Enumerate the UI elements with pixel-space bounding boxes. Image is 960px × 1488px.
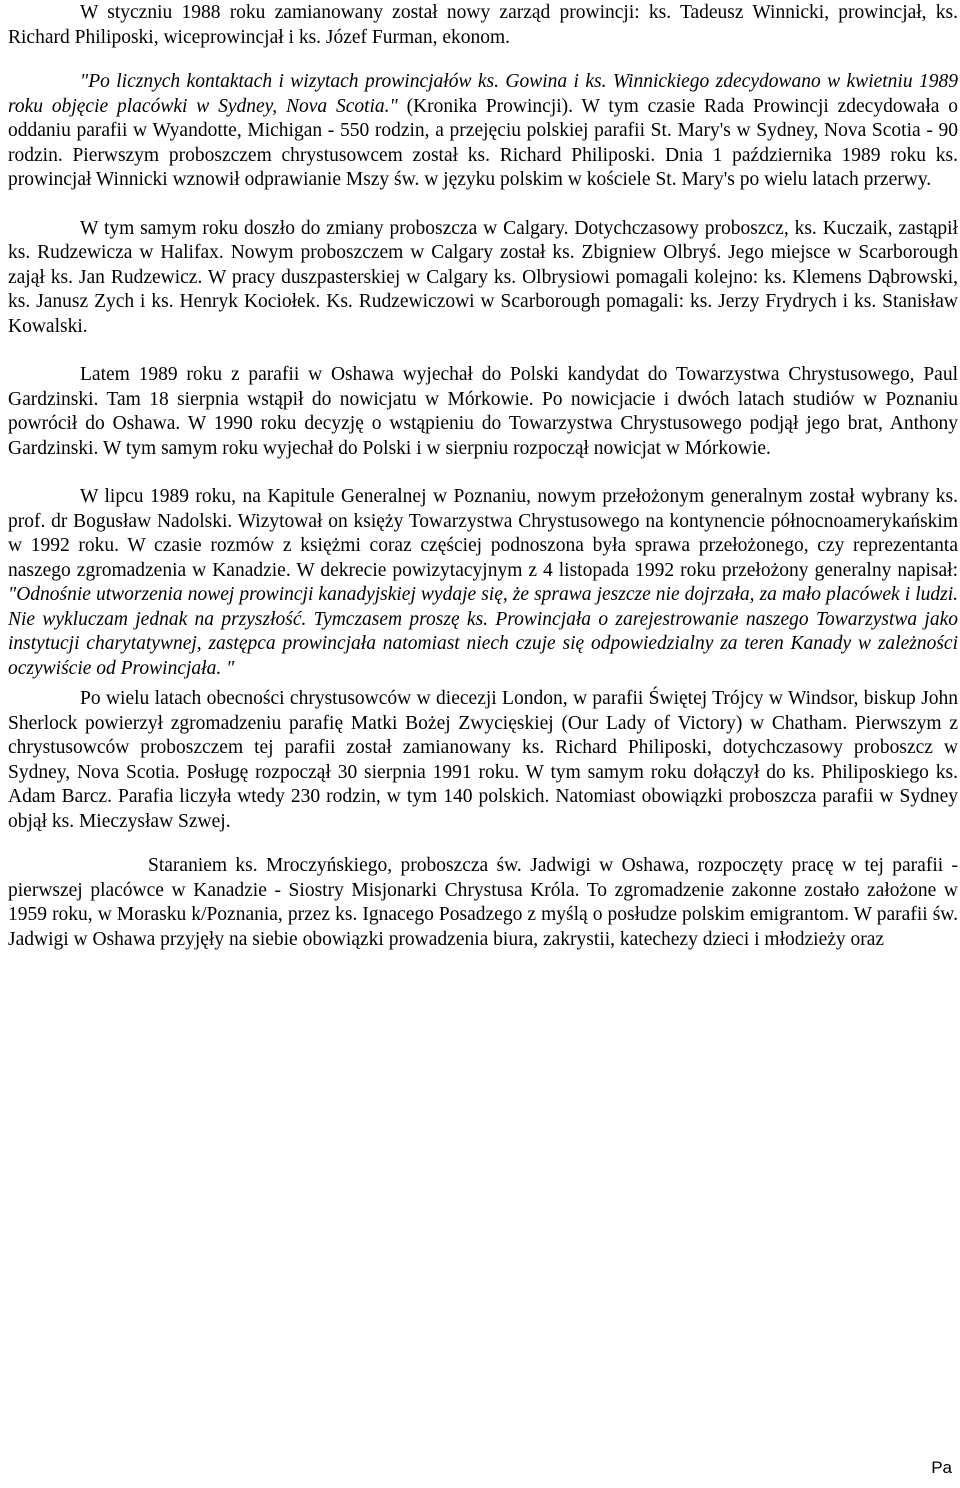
paragraph-gap	[8, 193, 958, 217]
chronicle-quote: "Po licznych kontaktach i wizytach prowincjałów ks. Gowina i ks. Winnickiego zdecydowano w kwietniu 1989 roku objęcie placówki w Sydney, Nova Scotia."	[8, 71, 958, 117]
paragraph-new-board: W styczniu 1988 roku zamianowany został nowy zarząd prowincji: ks. Tadeusz Winnicki, prowincjał, ks. Richard Philiposki, wiceprowincjał i ks. Józef Furman, ekonom.	[8, 2, 958, 48]
document-page	[8, 0, 958, 952]
paragraph-general-chapter-intro: W lipcu 1989 roku, na Kapitule Generalnej w Poznaniu, nowym przełożonym generalnym został wybrany ks. prof. dr Bogusław Nadolski. Wizytował on księży Towarzystwa Chrystusowego na kontynencie północnoamerykańskim w 1992 roku. W czasie rozmów z księżmi coraz częściej podnoszona była sprawa przełożonego, czy reprezentanta naszego zgromadzenia w Kanadzie. W dekrecie powizytacyjnym z 4 listopada 1992 roku przełożony generalny napisał:	[8, 486, 958, 581]
paragraph-chatham-parish: Po wielu latach obecności chrystusowców w diecezji London, w parafii Świętej Trójcy w Windsor, biskup John Sherlock powierzył zgromadzeniu parafię Matki Bożej Zwycięskiej (Our Lady of Victory) w Chatham. Pierwszym z chrystusowców proboszczem tej parafii został zamianowany ks. Richard Philiposki, dotychczasowy proboszcz w Sydney, Nova Scotia. Posługę rozpoczął 30 sierpnia 1991 roku. W tym samym roku dołączył do ks. Philiposkiego ks. Adam Barcz. Parafia liczyła wtedy 230 rodzin, w tym 140 polskich. Natomiast obowiązki proboszcza parafii w Sydney objął ks. Mieczysław Szwej.	[8, 688, 958, 832]
paragraph-sydney-rest: (Kronika Prowincji). W tym czasie Rada Prowincji zdecydowała o oddaniu parafii w Wyandotte, Michigan - 550 rodzin, a przejęciu polskiej parafii St. Mary's w Sydney, Nova Scotia - 90 rodzin. Pierwszym proboszczem chrystusowcem został ks. Richard Philiposki. Dnia 1 października 1989 roku ks. prowincjał Winnicki wznowił odprawianie Mszy św. w języku polskim w kościele St. Mary's po wielu latach przerwy.	[8, 95, 958, 190]
paragraph-calgary-pastor-change: W tym samym roku doszło do zmiany proboszcza w Calgary. Dotychczasowy proboszcz, ks. Kuczaik, zastąpił ks. Rudzewicza w Halifax. Nowym proboszczem w Calgary został ks. Zbigniew Olbryś. Jego miejsce w Scarborough zajął ks. Jan Rudzewicz. W pracy duszpasterskiej w Calgary ks. Olbrysiowi pomagali kolejno: ks. Klemens Dąbrowski, ks. Janusz Zych i ks. Henryk Kociołek. Ks. Rudzewiczowi w Scarborough pomagali: ks. Jerzy Frydrych i ks. Stanisław Kowalski.	[8, 217, 958, 337]
paragraph-gap	[8, 834, 958, 854]
page-footer-fragment: Pa	[931, 1458, 952, 1477]
paragraph-gardzinski: Latem 1989 roku z parafii w Oshawa wyjechał do Polski kandydat do Towarzystwa Chrystusowego, Paul Gardzinski. Tam 18 sierpnia wstąpił do nowicjatu w Mórkowie. Po nowicjacie i dwóch latach studiów w Poznaniu powrócił do Oshawa. W 1990 roku decyzję o wstąpieniu do Towarzystwa Chrystusowego podjął jego brat, Anthony Gardzinski. W tym samym roku wyjechał do Polski i w sierpniu rozpoczął nowicjat w Mórkowie.	[8, 364, 958, 459]
paragraph-missionary-sisters: Staraniem ks. Mroczyńskiego, proboszcza św. Jadwigi w Oshawa, rozpoczęty pracę w tej parafii - pierwszej placówce w Kanadzie - Siostry Misjonarki Chrystusa Króla. To zgromadzenie zakonne zostało założone w 1959 roku, w Morasku k/Poznania, przez ks. Ignacego Posadzego z myślą o posłudze polskim emigrantom. W parafii św. Jadwigi w Oshawa przyjęły na siebie obowiązki prowadzenia biura, zakrystii, katechezy dzieci i młodzieży oraz	[8, 855, 958, 950]
paragraph-gap	[8, 50, 958, 70]
paragraph-general-chapter	[8, 485, 958, 681]
paragraph-gap	[8, 339, 958, 363]
paragraph-gap	[8, 461, 958, 485]
decree-quote: "Odnośnie utworzenia nowej prowincji kanadyjskiej wydaje się, że sprawa jeszcze nie dojrzała, za mało placówek i ludzi. Nie wykluczam jednak na przyszłość. Tymczasem proszę ks. Prowincjała o zarejestrowanie naszego Towarzystwa jako instytucji charytatywnej, zastępca prowincjała natomiast niech czuje się odpowiedzialny za teren Kanady w zależności oczywiście od Prowincjała. "	[8, 584, 958, 679]
paragraph-sydney-placement	[8, 70, 958, 193]
